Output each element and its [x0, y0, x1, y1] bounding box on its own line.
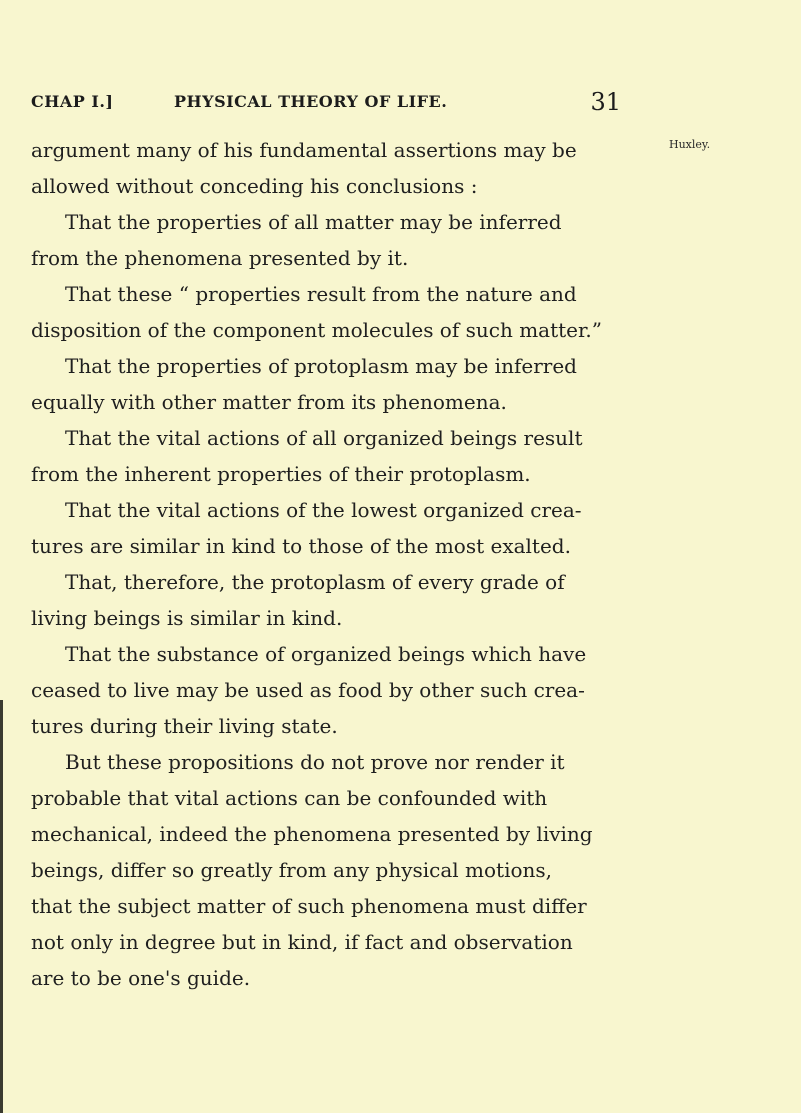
text-line: that the subject matter of such phenomena must differ [31, 894, 587, 918]
text-line: from the phenomena presented by it. [31, 246, 409, 270]
text-line: That the properties of protoplasm may be inferred [65, 354, 577, 378]
text-line: disposition of the component molecules of such matter.” [31, 318, 602, 342]
text-line: mechanical, indeed the phenomena presented by living [31, 822, 593, 846]
text-line: equally with other matter from its phenomena. [31, 390, 507, 414]
running-title: PHYSICAL THEORY OF LIFE. [174, 92, 448, 111]
text-line: But these propositions do not prove nor render it [65, 750, 565, 774]
text-line: ceased to live may be used as food by other such crea- [31, 678, 585, 702]
margin-note: Huxley. [669, 138, 711, 151]
text-line: That these “ properties result from the nature and [65, 282, 577, 306]
chapter-label: CHAP I.] [31, 92, 114, 111]
text-line: tures are similar in kind to those of the most exalted. [31, 534, 571, 558]
page-edge-shadow [0, 700, 3, 1113]
text-line: not only in degree but in kind, if fact and observation [31, 930, 573, 954]
text-line: living beings is similar in kind. [31, 606, 343, 630]
page-number: 31 [590, 88, 621, 116]
text-line: tures during their living state. [31, 714, 338, 738]
text-line: are to be one's guide. [31, 966, 251, 990]
text-line: That the vital actions of all organized beings result [65, 426, 583, 450]
text-line: That, therefore, the protoplasm of every grade of [65, 570, 565, 594]
text-line: beings, differ so greatly from any physical motions, [31, 858, 553, 882]
text-line: That the properties of all matter may be inferred [65, 210, 562, 234]
text-line: argument many of his fundamental assertions may be [31, 138, 577, 162]
running-header [31, 88, 621, 120]
body-text [31, 132, 621, 996]
text-line: allowed without conceding his conclusions : [31, 174, 478, 198]
text-line: That the substance of organized beings which have [65, 642, 587, 666]
text-line: probable that vital actions can be confounded with [31, 786, 548, 810]
text-line: from the inherent properties of their protoplasm. [31, 462, 531, 486]
text-line: That the vital actions of the lowest organized crea- [65, 498, 582, 522]
